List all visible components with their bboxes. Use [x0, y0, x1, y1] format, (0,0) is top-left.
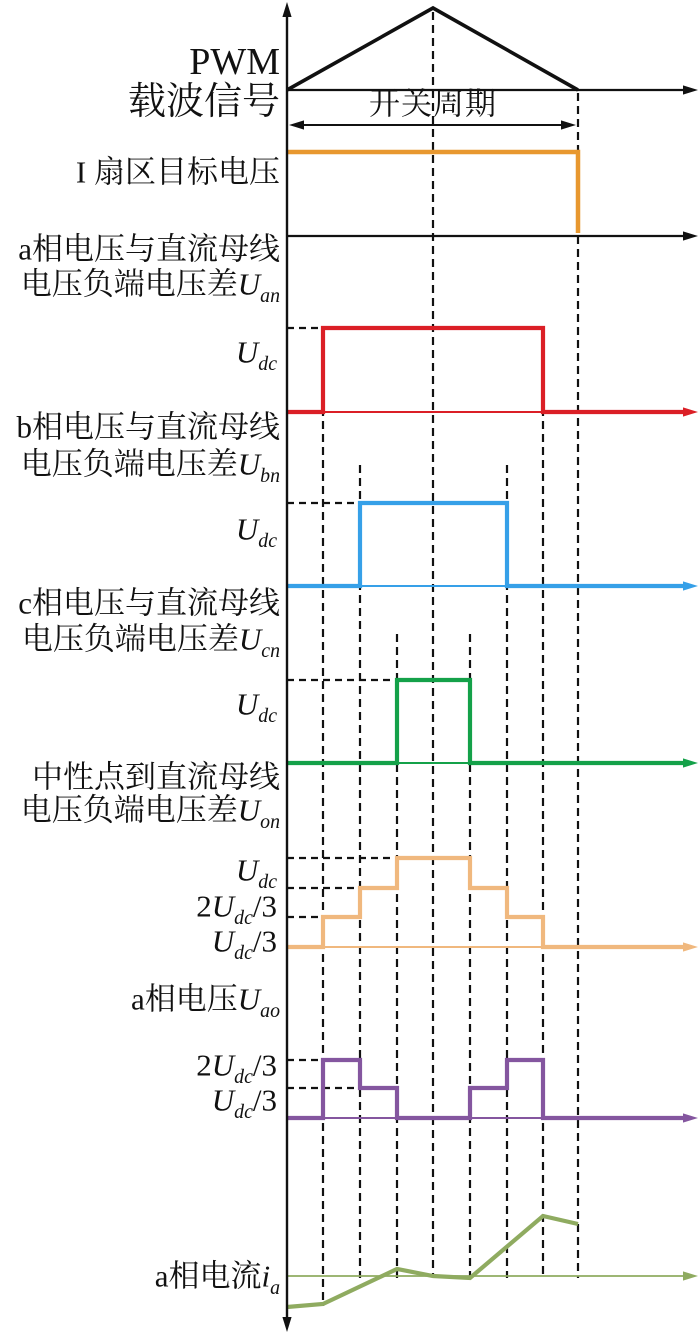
pwm-label-line2: 载波信号: [127, 81, 280, 124]
ucn-axis-arrow: [683, 758, 698, 767]
uon-label-line2: 电压负端电压差$U_{on}$: [20, 792, 280, 833]
uon-label-line1: 中性点到直流母线: [32, 759, 280, 795]
ucn-wave: [287, 680, 685, 763]
uao-axis-arrow: [683, 1113, 698, 1122]
uao-wave: [287, 1060, 685, 1118]
ubn-wave: [287, 503, 685, 586]
uan-label-line2: 电压负端电压差$U_{an}$: [20, 266, 280, 307]
switching-period-label: 开关周期: [369, 86, 497, 122]
ubn-axis-arrow: [683, 581, 698, 590]
uon-udc-tick-label: $U_{dc}$: [235, 852, 277, 893]
ubn-label-line1: b相电压与直流母线: [16, 409, 280, 445]
uao-label: a相电压$U_{ao}$: [131, 981, 280, 1022]
uan-axis-arrow: [683, 407, 698, 416]
vertical-axis-arrow-down: [282, 1317, 291, 1332]
ubn-udc-tick-label: $U_{dc}$: [235, 511, 277, 552]
ucn-label-line1: c相电压与直流母线: [18, 585, 280, 621]
period-arrow-right: [561, 120, 576, 129]
pwm-label-line1: PWM: [189, 41, 280, 84]
uon-wave: [287, 858, 685, 947]
vertical-axis-arrow-up: [282, 2, 291, 17]
ia-axis-arrow: [683, 1271, 698, 1280]
sector-axis-arrow: [683, 231, 698, 240]
carrier-axis-arrow: [683, 85, 698, 94]
ucn-label-line2: 电压负端电压差$U_{cn}$: [21, 621, 280, 662]
ucn-udc-tick-label: $U_{dc}$: [235, 686, 277, 727]
ia-label: a相电流$i_a$: [154, 1258, 280, 1299]
period-arrow-left: [289, 120, 304, 129]
uon-two-thirds-tick-label: $2U_{dc}/3$: [196, 888, 277, 929]
uan-udc-tick-label: $U_{dc}$: [235, 334, 277, 375]
sector-target-voltage-label: I 扇区目标电压: [75, 154, 280, 190]
uan-wave: [287, 328, 685, 412]
uan-label-line1: a相电压与直流母线: [18, 231, 280, 267]
uao-one-third-tick-label: $U_{dc}/3$: [211, 1082, 277, 1123]
ubn-label-line2: 电压负端电压差$U_{bn}$: [20, 446, 280, 487]
uon-axis-arrow: [683, 942, 698, 951]
uao-two-thirds-tick-label: $2U_{dc}/3$: [196, 1047, 277, 1088]
uon-one-third-tick-label: $U_{dc}/3$: [211, 923, 277, 964]
